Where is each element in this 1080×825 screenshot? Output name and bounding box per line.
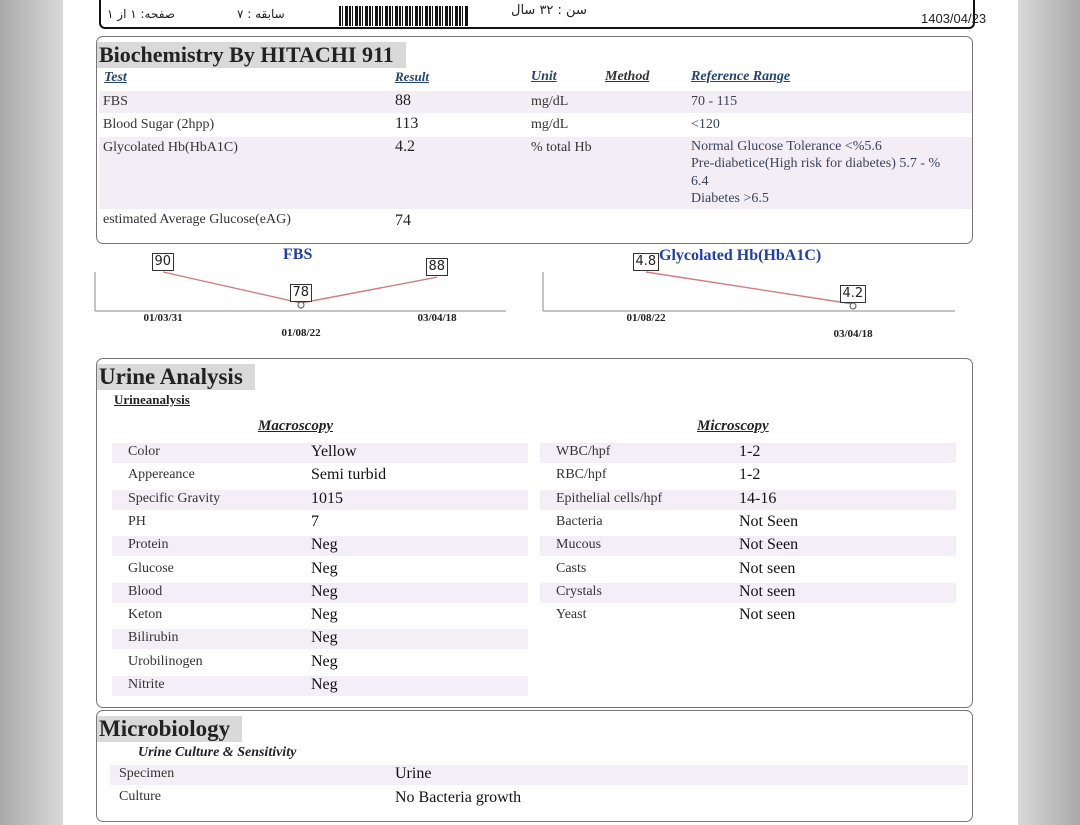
test-reference: <120 <box>691 117 720 132</box>
fbs-data-label: 78 <box>290 284 313 302</box>
macroscopy-label: Urobilinogen <box>128 653 203 669</box>
test-name: FBS <box>103 94 128 109</box>
macroscopy-label: Color <box>128 444 160 459</box>
microscopy-label: Casts <box>556 560 587 576</box>
hba1c-chart <box>543 272 955 311</box>
microscopy-value: 14-16 <box>739 489 777 507</box>
test-result: 4.2 <box>395 138 415 155</box>
row-highlight <box>110 765 968 785</box>
macroscopy-value: Neg <box>311 582 338 600</box>
test-unit: mg/dL <box>531 117 569 132</box>
macroscopy-label: Bilirubin <box>128 630 179 646</box>
microscopy-value: Not Seen <box>739 536 799 554</box>
col-reference: Reference Range <box>691 69 791 84</box>
biochemistry-title: Biochemistry By HITACHI 911 <box>97 42 406 68</box>
microscopy-value: Not seen <box>739 606 796 624</box>
macroscopy-value: Neg <box>311 559 338 577</box>
trend-charts <box>63 260 1018 350</box>
macroscopy-value: Neg <box>311 676 338 693</box>
microscopy-value: 1-2 <box>739 443 761 460</box>
microscopy-label: WBC/hpf <box>556 444 611 459</box>
patient-age: سن : ۳۲ سال <box>511 3 587 18</box>
macroscopy-value: Neg <box>311 652 338 670</box>
fbs-point-marker <box>298 302 304 308</box>
report-header <box>99 0 987 29</box>
test-name: Glycolated Hb(HbA1C) <box>103 140 238 155</box>
hba1c-data-label: 4.8 <box>633 253 660 271</box>
history-number: سابقه : ۷ <box>237 7 285 21</box>
macroscopy-label: Nitrite <box>128 677 165 692</box>
test-reference: 70 - 115 <box>691 94 738 109</box>
hba1c-point-marker <box>850 303 856 309</box>
fbs-tick-label: 03/04/18 <box>417 312 457 324</box>
microscopy-label: Bacteria <box>556 513 603 529</box>
hba1c-tick-label: 03/04/18 <box>833 328 873 340</box>
specimen-label: Specimen <box>119 766 175 781</box>
macroscopy-label: Appereance <box>128 467 195 483</box>
report-date: 1403/04/23 <box>921 11 987 26</box>
barcode <box>339 6 469 26</box>
reference-line: 6.4 <box>691 174 709 189</box>
microscopy-value: Not seen <box>739 582 796 600</box>
macroscopy-label: PH <box>128 513 146 529</box>
macroscopy-value: Neg <box>311 629 338 647</box>
hba1c-tick-label: 01/08/22 <box>626 312 666 324</box>
macroscopy-value: Yellow <box>311 443 357 460</box>
microscopy-value: Not Seen <box>739 512 799 530</box>
urine-title: Urine Analysis <box>97 364 255 390</box>
macroscopy-value: Neg <box>311 536 338 554</box>
reference-line: Pre-diabetice(High risk for diabetes) 5.7 - % <box>691 156 941 171</box>
microbiology-section <box>96 710 973 822</box>
test-result: 88 <box>395 92 411 109</box>
macroscopy-value: Neg <box>311 606 338 624</box>
fbs-tick-label: 01/03/31 <box>143 312 183 324</box>
test-unit: mg/dL <box>531 94 569 109</box>
microscopy-value: 1-2 <box>739 466 761 484</box>
col-result: Result <box>395 69 429 84</box>
macroscopy-label: Blood <box>128 583 163 599</box>
microscopy-label: RBC/hpf <box>556 467 607 483</box>
hba1c-chart-title: Glycolated Hb(HbA1C) <box>659 247 822 264</box>
col-unit: Unit <box>531 69 557 84</box>
fbs-data-label: 88 <box>426 258 449 276</box>
macroscopy-label: Specific Gravity <box>128 490 221 506</box>
reference-line: Normal Glucose Tolerance <%5.6 <box>691 139 882 154</box>
test-name: Blood Sugar (2hpp) <box>103 117 215 132</box>
culture-label: Culture <box>119 789 161 804</box>
macroscopy-label: Keton <box>128 607 163 623</box>
eag-name: estimated Average Glucose(eAG) <box>103 212 291 227</box>
right-background <box>1018 0 1080 825</box>
microbiology-subtitle: Urine Culture & Sensitivity <box>138 745 297 760</box>
hba1c-data-label: 4.2 <box>840 285 867 303</box>
urine-analysis-section <box>96 358 973 708</box>
biochemistry-section <box>96 36 973 244</box>
macroscopy-label: Glucose <box>128 560 174 576</box>
macroscopy-value: 7 <box>311 512 319 530</box>
test-result: 113 <box>395 115 419 132</box>
culture-value: No Bacteria growth <box>395 789 522 806</box>
page-number: صفحه: ۱ از ۱ <box>107 7 175 21</box>
macroscopy-value: 1015 <box>311 489 343 507</box>
microscopy-label: Crystals <box>556 583 602 599</box>
left-background <box>0 0 63 825</box>
hba1c-series-line <box>646 272 853 304</box>
microbiology-title: Microbiology <box>97 716 242 742</box>
microscopy-label: Mucous <box>556 537 602 553</box>
macroscopy-heading: Macroscopy <box>258 418 333 434</box>
col-test: Test <box>104 70 127 85</box>
fbs-tick-label: 01/08/22 <box>281 327 321 339</box>
eag-result: 74 <box>395 212 411 229</box>
fbs-data-label: 90 <box>152 253 175 271</box>
test-unit: % total Hb <box>531 140 592 155</box>
fbs-chart-title: FBS <box>283 246 313 263</box>
lab-report-page <box>63 0 1018 825</box>
macroscopy-value: Semi turbid <box>311 466 387 484</box>
specimen-value: Urine <box>395 765 432 782</box>
microscopy-heading: Microscopy <box>697 418 769 434</box>
col-method: Method <box>605 69 650 84</box>
microscopy-value: Not seen <box>739 559 796 577</box>
microscopy-label: Yeast <box>556 607 587 623</box>
urine-subtitle: Urineanalysis <box>114 392 190 407</box>
macroscopy-label: Protein <box>128 537 169 553</box>
microscopy-label: Epithelial cells/hpf <box>556 490 663 506</box>
reference-line: Diabetes >6.5 <box>691 191 769 206</box>
